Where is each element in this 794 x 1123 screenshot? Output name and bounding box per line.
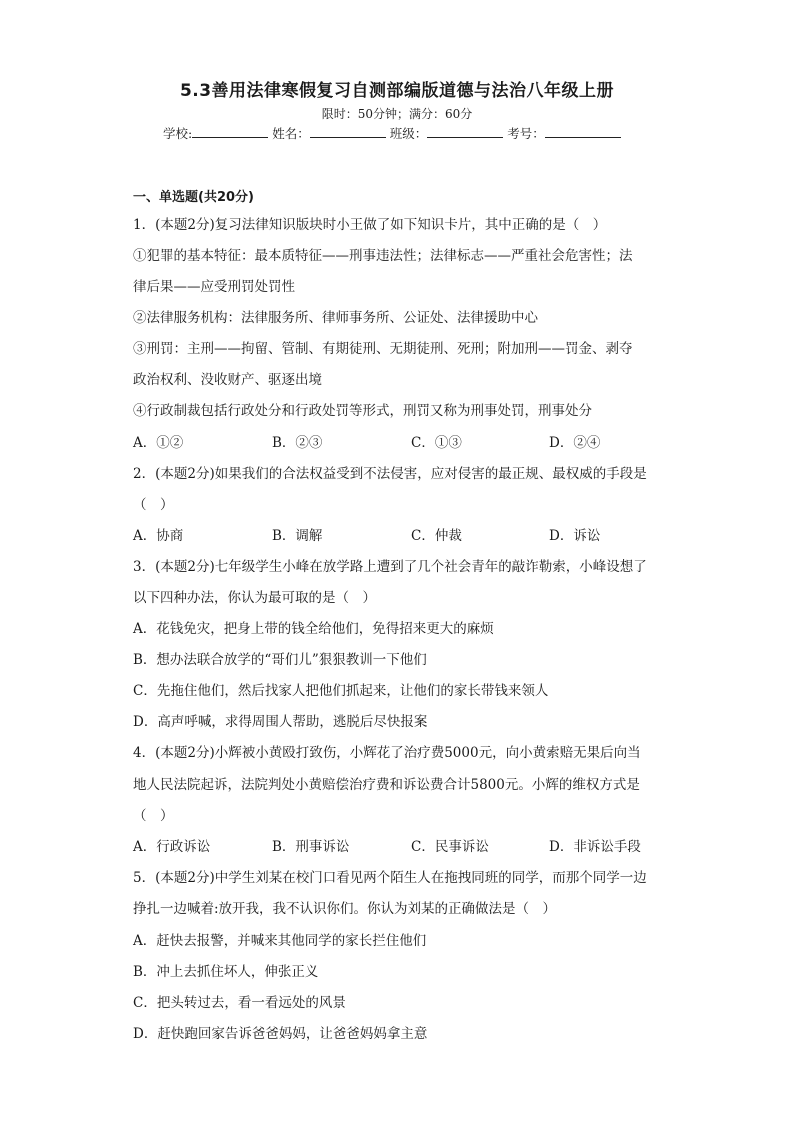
- school-label: 学校:: [163, 126, 193, 141]
- q4-option-d[interactable]: D．非诉讼手段: [549, 839, 641, 855]
- name-blank[interactable]: [310, 125, 386, 138]
- q1-stem: 1．(本题2分)复习法律知识版块时小王做了如下知识卡片，其中正确的是（ ）: [133, 217, 607, 233]
- q2-option-b[interactable]: B．调解: [272, 528, 323, 544]
- q5-stem-cont: 挣扎一边喊着:放开我，我不认识你们。你认为刘某的正确做法是（ ）: [133, 901, 557, 917]
- q5-option-c[interactable]: C．把头转过去，看一看远处的风景: [133, 995, 346, 1011]
- class-label: 班级：: [389, 126, 428, 141]
- q4-stem: 4．(本题2分)小辉被小黄殴打致伤，小辉花了治疗费5000元，向小黄索赔无果后向当: [133, 745, 641, 761]
- q5-option-d[interactable]: D．赶快跑回家告诉爸爸妈妈，让爸爸妈妈拿主意: [133, 1026, 428, 1042]
- q3-stem-cont: 以下四种办法，你认为最可取的是（ ）: [133, 590, 376, 606]
- page-title: 5.3善用法律寒假复习自测部编版道德与法治八年级上册: [179, 81, 615, 101]
- q2-option-c[interactable]: C．仲裁: [411, 528, 462, 544]
- q4-stem-cont-2: （ ）: [133, 808, 174, 824]
- q5-option-b[interactable]: B．冲上去抓住坏人，伸张正义: [133, 964, 319, 980]
- q1-option-b[interactable]: B．②③: [272, 435, 323, 451]
- q5-stem: 5．(本题2分)中学生刘某在校门口看见两个陌生人在拖拽同班的同学，而那个同学一边: [133, 870, 647, 886]
- q4-option-c[interactable]: C．民事诉讼: [411, 839, 489, 855]
- exam-no-label: 考号：: [507, 126, 545, 141]
- q1-statement-4: ④行政制裁包括行政处分和行政处罚等形式，刑罚又称为刑事处罚，刑事处分: [133, 403, 592, 419]
- q3-option-b[interactable]: B．想办法联合放学的“哥们儿”狠狠教训一下他们: [133, 652, 427, 668]
- section-title: 一、单选题(共20分): [133, 190, 254, 205]
- time-score-limit: 限时：50分钟；满分：60分: [321, 107, 473, 121]
- q2-option-a[interactable]: A．协商: [133, 528, 184, 544]
- q4-option-a[interactable]: A．行政诉讼: [133, 839, 211, 855]
- q3-option-a[interactable]: A．花钱免灾，把身上带的钱全给他们，免得招来更大的麻烦: [133, 621, 494, 637]
- q3-option-d[interactable]: D．高声呼喊，求得周围人帮助，逃脱后尽快报案: [133, 714, 428, 730]
- q2-option-d[interactable]: D．诉讼: [549, 528, 601, 544]
- q5-option-a[interactable]: A．赶快去报警，并喊来其他同学的家长拦住他们: [133, 933, 427, 949]
- exam-no-blank[interactable]: [545, 125, 621, 138]
- q1-option-a[interactable]: A．①②: [133, 435, 184, 451]
- q1-option-d[interactable]: D．②④: [549, 435, 601, 451]
- q4-stem-cont: 地人民法院起诉，法院判处小黄赔偿治疗费和诉讼费合计5800元。小辉的维权方式是: [133, 777, 640, 793]
- class-blank[interactable]: [427, 125, 503, 138]
- name-label: 姓名：: [272, 126, 310, 141]
- q1-statement-3-cont: 政治权利、没收财产、驱逐出境: [133, 372, 322, 388]
- student-info-fields: [163, 124, 621, 142]
- q1-statement-2: ②法律服务机构：法律服务所、律师事务所、公证处、法律援助中心: [133, 310, 538, 326]
- q1-statement-1-cont: 律后果——应受刑罚处罚性: [133, 279, 295, 295]
- q2-stem-cont: （ ）: [133, 497, 174, 513]
- q1-option-c[interactable]: C．①③: [411, 435, 462, 451]
- q3-stem: 3．(本题2分)七年级学生小峰在放学路上遭到了几个社会青年的敲诈勒索，小峰设想了: [133, 559, 647, 575]
- q4-option-b[interactable]: B．刑事诉讼: [272, 839, 350, 855]
- q3-option-c[interactable]: C．先拖住他们，然后找家人把他们抓起来，让他们的家长带钱来领人: [133, 683, 549, 699]
- q1-statement-3: ③刑罚：主刑——拘留、管制、有期徒刑、无期徒刑、死刑；附加刑——罚金、剥夺: [133, 341, 633, 357]
- school-blank[interactable]: [192, 125, 268, 138]
- q2-stem: 2．(本题2分)如果我们的合法权益受到不法侵害，应对侵害的最正规、最权威的手段是: [133, 466, 647, 482]
- q1-statement-1: ①犯罪的基本特征：最本质特征——刑事违法性；法律标志——严重社会危害性；法: [133, 248, 633, 264]
